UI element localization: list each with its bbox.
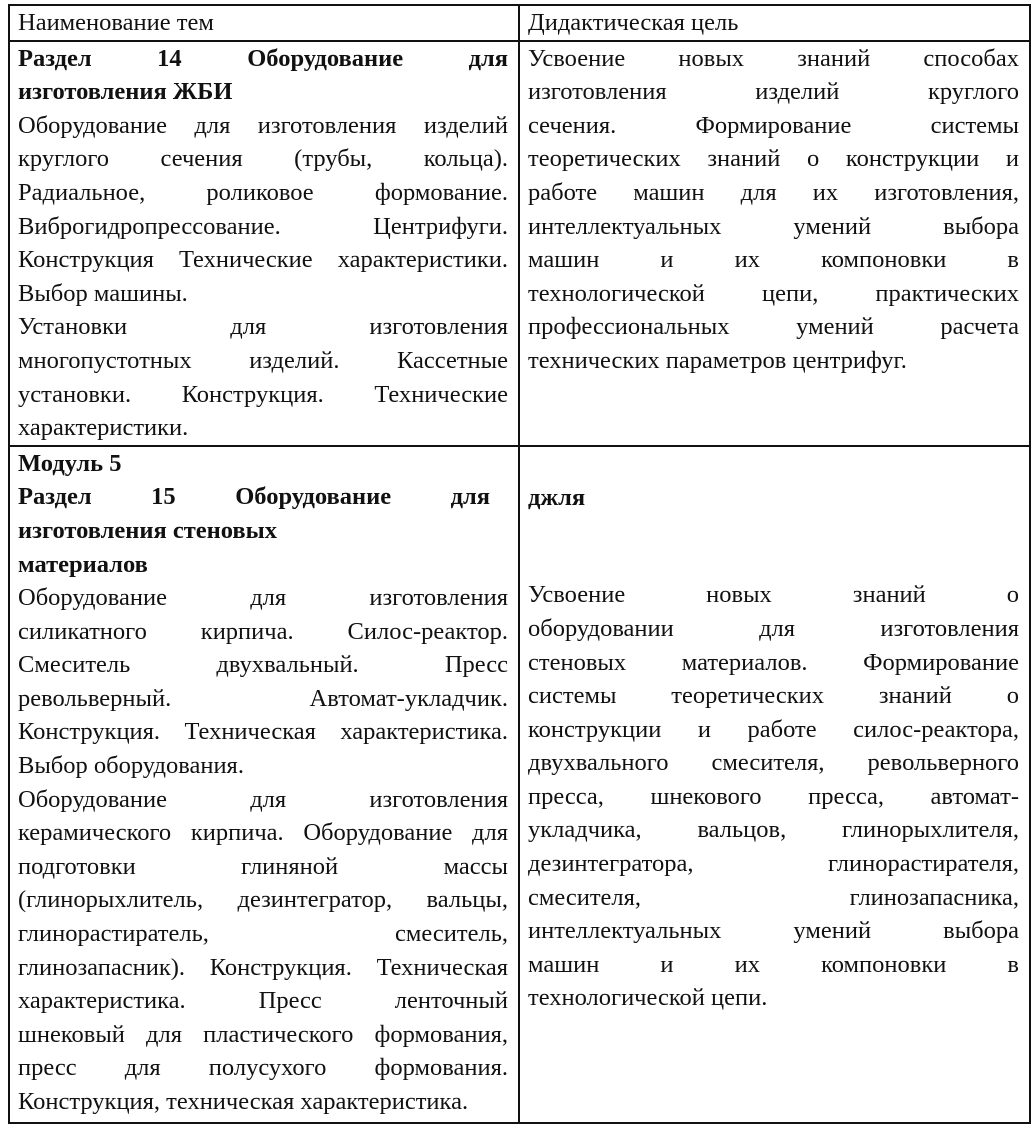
text-line: пресс для полусухого формования.: [18, 1054, 508, 1082]
table-header-row: [9, 5, 1030, 41]
text-line: Выбор машины.: [18, 279, 188, 307]
text-line: сечения. Формирование системы: [528, 111, 1019, 139]
section-14-goal-cell: [519, 41, 1030, 446]
module-5-topics-cell: [9, 446, 519, 1123]
text-line: установки. Конструкция. Технические: [18, 380, 508, 408]
section-14-title-line: изготовления ЖБИ: [18, 78, 233, 106]
text-line: глинорастиратель, смеситель,: [18, 920, 508, 948]
text-line: интеллектуальных умений выбора: [528, 917, 1019, 945]
curriculum-table: [8, 4, 1031, 1124]
text-line: Оборудование для изготовления: [18, 785, 508, 813]
text-line: машин и их компоновки в: [528, 950, 1019, 978]
section-15-title-line: изготовления стеновых: [18, 516, 278, 544]
section-14-title-line: Раздел 14 Оборудование для: [18, 44, 508, 72]
text-line: интеллектуальных умений выбора: [528, 212, 1019, 240]
text-line: револьверный. Автомат-укладчик.: [18, 684, 508, 712]
text-line: профессиональных умений расчета: [528, 313, 1019, 341]
text-line: системы теоретических знаний о: [528, 682, 1019, 710]
text-line: изготовления изделий круглого: [528, 78, 1019, 106]
table-row: [9, 41, 1030, 446]
text-line: Оборудование для изготовления: [18, 584, 508, 612]
text-line: Усвоение новых знаний о: [528, 581, 1019, 609]
text-line: подготовки глиняной массы: [18, 852, 508, 880]
module-5-goal-cell: [519, 446, 1030, 1123]
text-line: Виброгидропрессование. Центрифуги.: [18, 212, 508, 240]
text-line: технологической цепи, практических: [528, 279, 1019, 307]
text-line: пресса, шнекового пресса, автомат-: [528, 782, 1019, 810]
text-line: глинозапасник). Конструкция. Техническая: [18, 953, 508, 981]
text-line: оборудовании для изготовления: [528, 614, 1019, 642]
text-line: стеновых материалов. Формирование: [528, 648, 1019, 676]
text-line: конструкции и работе силос-реактора,: [528, 715, 1019, 743]
module-5-title: Модуль 5: [18, 449, 122, 477]
text-line: характеристика. Пресс ленточный: [18, 987, 508, 1015]
text-line: Конструкция Технические характеристики.: [18, 246, 508, 274]
text-line: технологической цепи.: [528, 984, 768, 1012]
text-line: теоретических знаний о конструкции и: [528, 145, 1019, 173]
text-line: Усвоение новых знаний способах: [528, 44, 1019, 72]
text-line: Конструкция, техническая характеристика.: [18, 1088, 469, 1115]
goal-heading: джля: [528, 483, 586, 511]
text-line: двухвального смесителя, револьверного: [528, 749, 1019, 777]
table-row: [9, 446, 1030, 1123]
text-line: смесителя, глинозапасника,: [528, 883, 1019, 911]
header-didactic-goal: Дидактическая цель: [519, 5, 1030, 41]
text-line: Радиальное, роликовое формование.: [18, 178, 508, 206]
text-line: дезинтегратора, глинорастирателя,: [528, 850, 1019, 878]
text-line: круглого сечения (трубы, кольца).: [18, 145, 508, 173]
text-line: Конструкция. Техническая характеристика.: [18, 718, 508, 746]
text-line: шнековый для пластического формования,: [18, 1020, 508, 1048]
text-line: силикатного кирпича. Силос-реактор.: [18, 617, 508, 645]
text-line: укладчика, вальцов, глинорыхлителя,: [528, 816, 1019, 844]
text-line: Выбор оборудования.: [18, 752, 244, 780]
text-line: работе машин для их изготовления,: [528, 178, 1019, 206]
text-line: многопустотных изделий. Кассетные: [18, 346, 508, 374]
text-line: (глинорыхлитель, дезинтегратор, вальцы,: [18, 886, 508, 914]
section-14-topics-cell: [9, 41, 519, 446]
text-line: Смеситель двухвальный. Пресс: [18, 651, 508, 679]
text-line: керамического кирпича. Оборудование для: [18, 819, 508, 847]
text-line: Установки для изготовления: [18, 313, 508, 341]
section-15-title-line: материалов: [18, 550, 148, 578]
section-15-title-line: Раздел 15 Оборудование для: [18, 483, 490, 511]
header-topic-names: Наименование тем: [9, 5, 519, 41]
text-line: машин и их компоновки в: [528, 246, 1019, 274]
text-line: характеристики.: [18, 414, 189, 442]
text-line: технических параметров центрифуг.: [528, 346, 907, 374]
text-line: Оборудование для изготовления изделий: [18, 111, 508, 139]
